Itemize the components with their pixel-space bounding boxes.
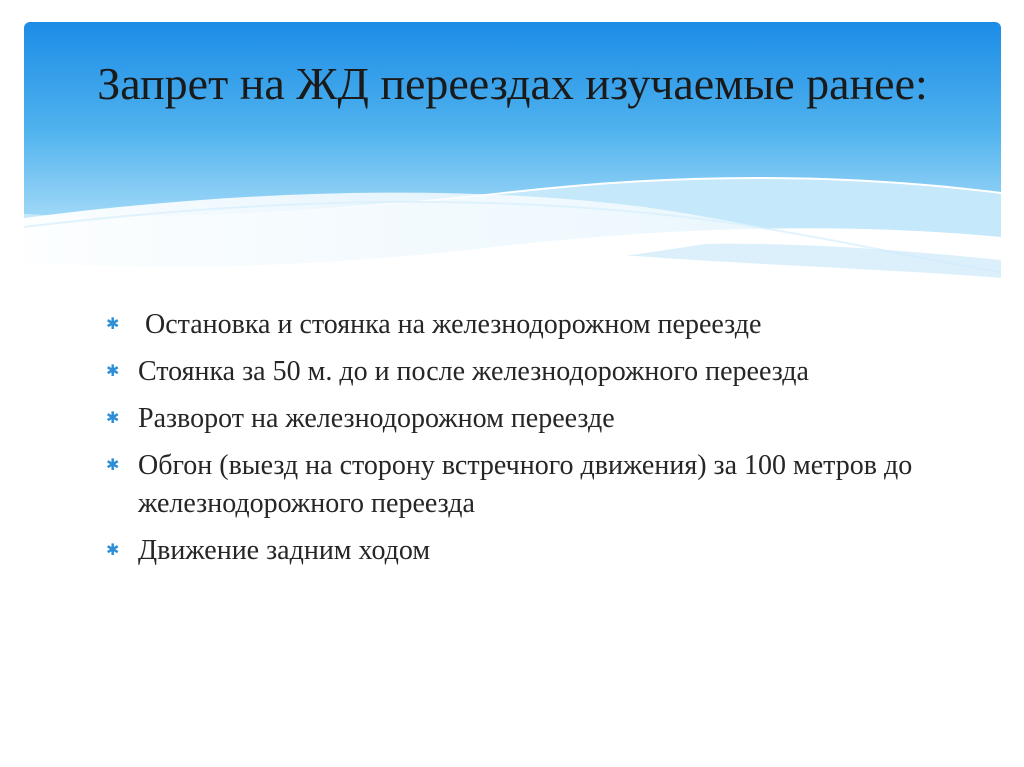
asterisk-bullet-icon: ✱ [106, 363, 120, 380]
bullet-text: Обгон (выезд на сторону встречного движения) за 100 метров до железнодорожного переезда [138, 450, 913, 519]
list-item [104, 447, 964, 523]
list-item [104, 306, 964, 344]
slide-title: Запрет на ЖД переездах изучаемые ранее: [97, 58, 928, 109]
list-item [104, 353, 964, 391]
bullet-list [104, 306, 964, 579]
asterisk-bullet-icon: ✱ [106, 542, 120, 559]
bullet-text: Разворот на железнодорожном переезде [138, 403, 615, 434]
bullet-text: Остановка и стоянка на железнодорожном переезде [138, 309, 762, 340]
asterisk-bullet-icon: ✱ [106, 410, 120, 427]
asterisk-bullet-icon: ✱ [106, 316, 120, 333]
asterisk-bullet-icon: ✱ [106, 457, 120, 474]
list-item [104, 532, 964, 570]
slide [24, 22, 1001, 757]
list-item [104, 400, 964, 438]
bullet-text: Движение задним ходом [138, 535, 431, 566]
bullet-text: Стоянка за 50 м. до и после железнодорожного переезда [138, 356, 809, 387]
